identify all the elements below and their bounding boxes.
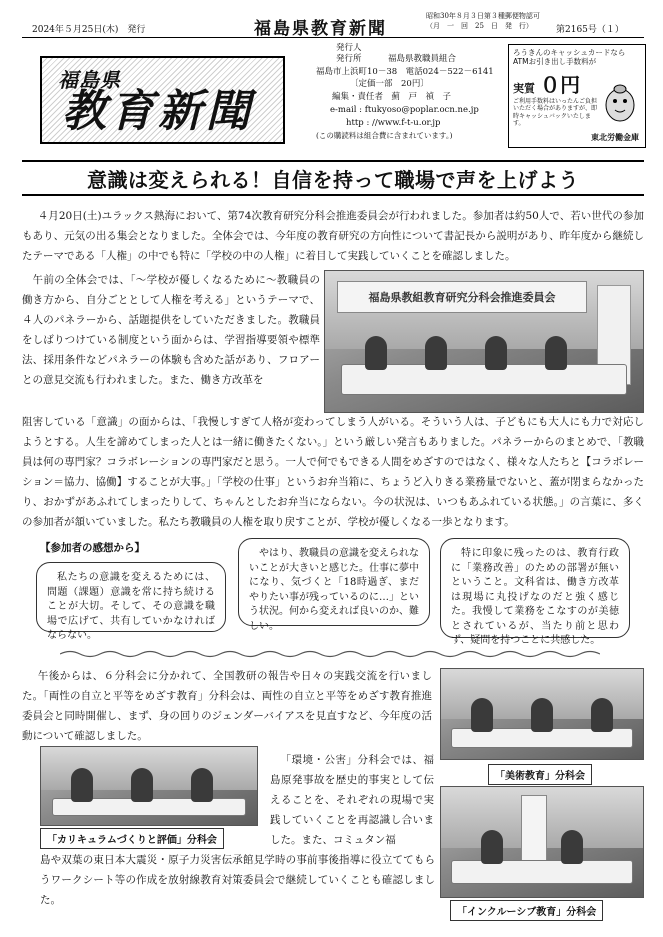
inclusive-education-photo <box>440 786 644 898</box>
afternoon-paragraph-2a: 「環境・公害」分科会では、福島原発事故を歴史的事実として伝えることを、それぞれの現場で実践していくことを再認識し合いました。また、コミュタン福 <box>270 754 434 846</box>
caption-curriculum: 「カリキュラムづくりと評価」分科会 <box>40 828 224 849</box>
headline-bar <box>22 160 644 196</box>
subscription-note: (この購読料は組合費に含まれています。) <box>316 131 453 140</box>
ad-line-1: ろうきんのキャッシュカードなら <box>513 48 626 57</box>
price: 〔定価一部 20円〕 <box>350 79 429 89</box>
editor: 編集・責任者 薊 戸 禎 子 <box>332 92 452 102</box>
publisher-label: 発行人 <box>336 43 362 53</box>
email[interactable]: e-mail : ftukyoso@poplar.ocn.ne.jp <box>330 105 479 115</box>
article-paragraph-2b: 阻害している「意識」の面からは、「我慢しすぎて人格が変わってしまう人がいる。そういう人は、子どもにも大人にも力で対応しようとする。人生を諦めてしまった人とは一緒に働きたくない。」という厳しい発言もありました。パネラーからのまとめで、「教職員は何の専門家？コラボレーションの専門家だと思う。一人で何でもできる人間をめざすのではなく、様々な人たちと【コラボレーション＝協力、協働】することが大事。」「学校の仕事」というお弁当箱に、ちょうど入りきる業務量でないと、蓋が閉まらなかったり、おかずがあふれてしまったりして、ちゃんとしたお弁当にならない。今の状況は、いつもあふれている状態。」の言葉に、多くの参加者が頷いていました。私たち教職員の人権を取り戻すことが、学校が優しくなる一歩となります。 <box>22 416 644 528</box>
impression-comment-3: 特に印象に残ったのは、教育行政に「業務改善」のための部署が無いということ。文科省は、働き方改革は現場に丸投げなのだと強く感じた。我慢して業務をこなすのが美徳とされているが、当たり前と思わず、疑問を持つことに共感した。 <box>440 538 630 638</box>
ad-fine-print: ご利用手数料はいったんご負担いただく場合がありますが、即時キャッシュバックいたします。 <box>513 97 598 128</box>
permit-line-1: 昭和30年８月３日第３種郵便物認可 <box>426 12 540 20</box>
publisher-info <box>316 42 506 150</box>
website-url[interactable]: http : //www.f-t-u.or.jp <box>346 118 441 128</box>
permit-line-2: （月 一 回 25 日 発 行） <box>426 22 533 30</box>
decorative-divider <box>60 644 600 654</box>
mascot-icon <box>603 83 637 123</box>
afternoon-paragraph-1: 午後からは、６分科会に分かれて、全国教研の報告や日々の実践交流を行いました。「両性の自立と平等をめざす教育」分科会は、両性の自立と平等をめざす教育推進委員会と同時開催し、まず、身の回りのジェンダーバイアスを見直すなど、今年度の活動について確認しました。 <box>22 670 432 742</box>
masthead-logo <box>40 56 285 144</box>
impression-comment-2: やはり、教職員の意識を変えられないことが大きいと感じた。仕事に夢中になり、気づくと「18時過ぎ、まだやりたい事が残っているのに…」という状況。何から変えれば良いのか、難しい。 <box>238 538 430 626</box>
afternoon-paragraph-2b: 島や双葉の東日本大震災・原子力災害伝承館見学時の事前事後指導に役立ててもらうワークシート等の作成を放射線教育対策委員会で継続していくことも確認しました。 <box>40 854 435 906</box>
office-label: 発行所 <box>336 54 362 64</box>
ad-zero-label: 実質 <box>513 81 535 95</box>
headline: 意識は変えられる！自信を持って職場で声を上げよう <box>87 167 579 192</box>
curriculum-photo <box>40 746 258 826</box>
article-paragraph-2a: 午前の全体会では、「～学校が優しくなるために～教職員の働き方から、自分ごととして人権を考える」というテーマで、４人のパネラーから、話題提供をしていただきました。教職員をしばりつけている制度という面からは、学習指導要領や標準法、採用条件などパネラーの体験も含めた話があり、フロアーとの意見交流も行われました。また、働き方改革を <box>22 274 320 386</box>
article-paragraph-1: ４月20日(土)ユラックス熱海において、第74次教育研究分科会推進委員会が行われました。参加者は約50人で、若い世代の参加もあり、元気の出る集会となりました。全体会では、今年度の教育研究の方向性について書記長から説明があり、昨年度から継続したテーマである「人権」の中でも特に「学校の中の人権」に着目して実践していくことを確認しました。 <box>22 210 644 262</box>
office-name: 福島県教職員組合 <box>388 54 457 64</box>
ad-line-2: ATMお引き出し手数料が <box>513 57 597 67</box>
caption-inclusive: 「インクルーシブ教育」分科会 <box>450 900 603 921</box>
impressions-title: 【参加者の感想から】 <box>40 542 145 554</box>
ad-box[interactable] <box>508 44 646 148</box>
issue-date: 2024年５月25日(木) 発行 <box>32 25 146 35</box>
logo-title: 教育新聞 <box>62 86 254 137</box>
art-education-photo <box>440 668 644 760</box>
office-address: 福島市上浜町10－38 電話024－522－6141 <box>316 67 494 77</box>
header-bar <box>22 8 644 38</box>
ad-bank-name: 東北労働金庫 <box>591 133 639 142</box>
ad-zero-value: ０円 <box>540 72 581 97</box>
photo-banner: 福島県教組教育研究分科会推進委員会 <box>368 291 556 304</box>
panel-discussion-photo <box>324 270 644 413</box>
caption-art: 「美術教育」分科会 <box>488 764 592 785</box>
logo-prefecture: 福島県 <box>58 68 121 92</box>
issue-number: 第2165号（１） <box>556 25 624 35</box>
impression-comment-1: 私たちの意識を変えるためには、問題（課題）意識を常に持ち続けることが大切。そして、その意識を職場で広げて、共有していかなければならない。 <box>36 562 226 632</box>
header-paper-name: 福島県教育新聞 <box>254 19 387 39</box>
